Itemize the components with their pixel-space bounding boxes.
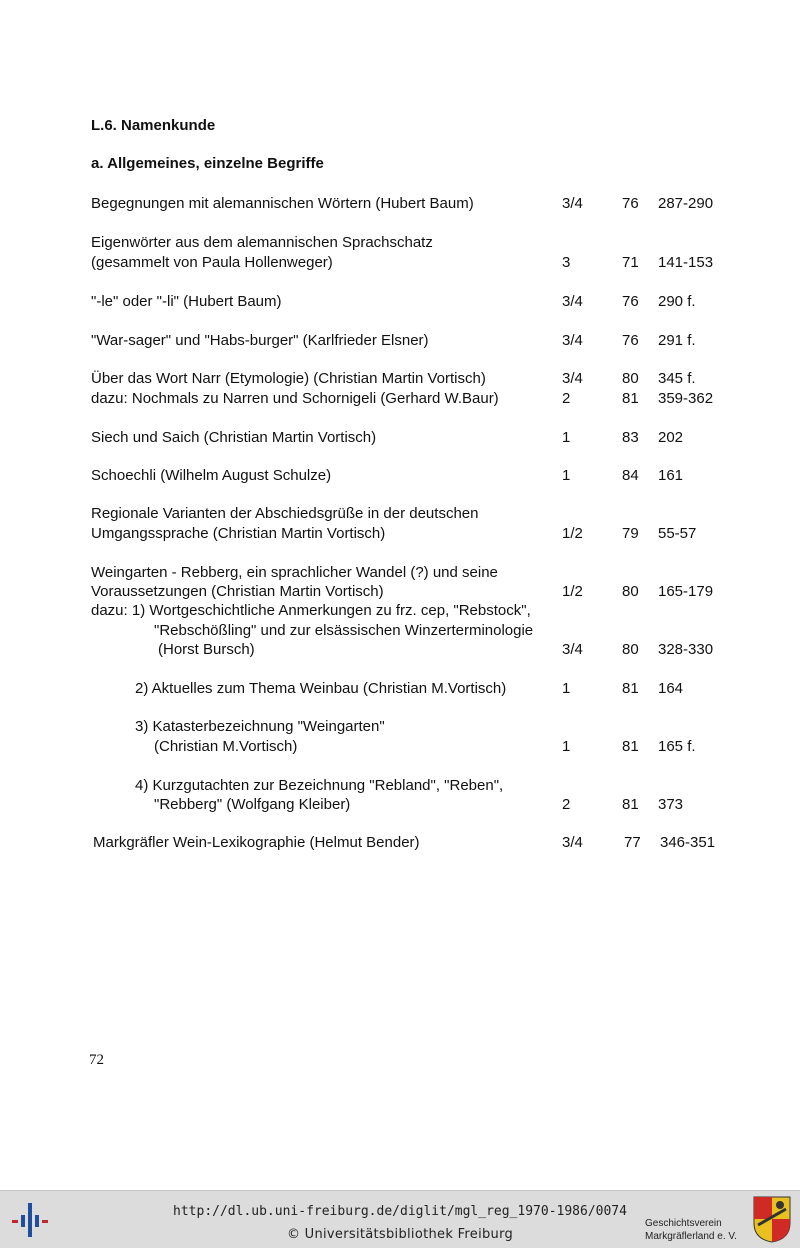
footer-url-link[interactable]: http://dl.ub.uni-freiburg.de/diglit/mgl_reg_1970-1986/0074 <box>173 1204 627 1219</box>
subsection-title: a. Allgemeines, einzelne Begriffe <box>91 155 324 172</box>
coat-of-arms-icon <box>752 1195 792 1243</box>
section-title: L.6. Namenkunde <box>91 117 216 134</box>
page-number: 72 <box>89 1052 104 1068</box>
footer-copyright: © Universitätsbibliothek Freiburg <box>286 1227 514 1242</box>
footer-bar <box>0 1190 800 1248</box>
footer-org-line1: Geschichtsverein <box>645 1218 722 1229</box>
footer-org-line2: Markgräflerland e. V. <box>645 1231 737 1242</box>
